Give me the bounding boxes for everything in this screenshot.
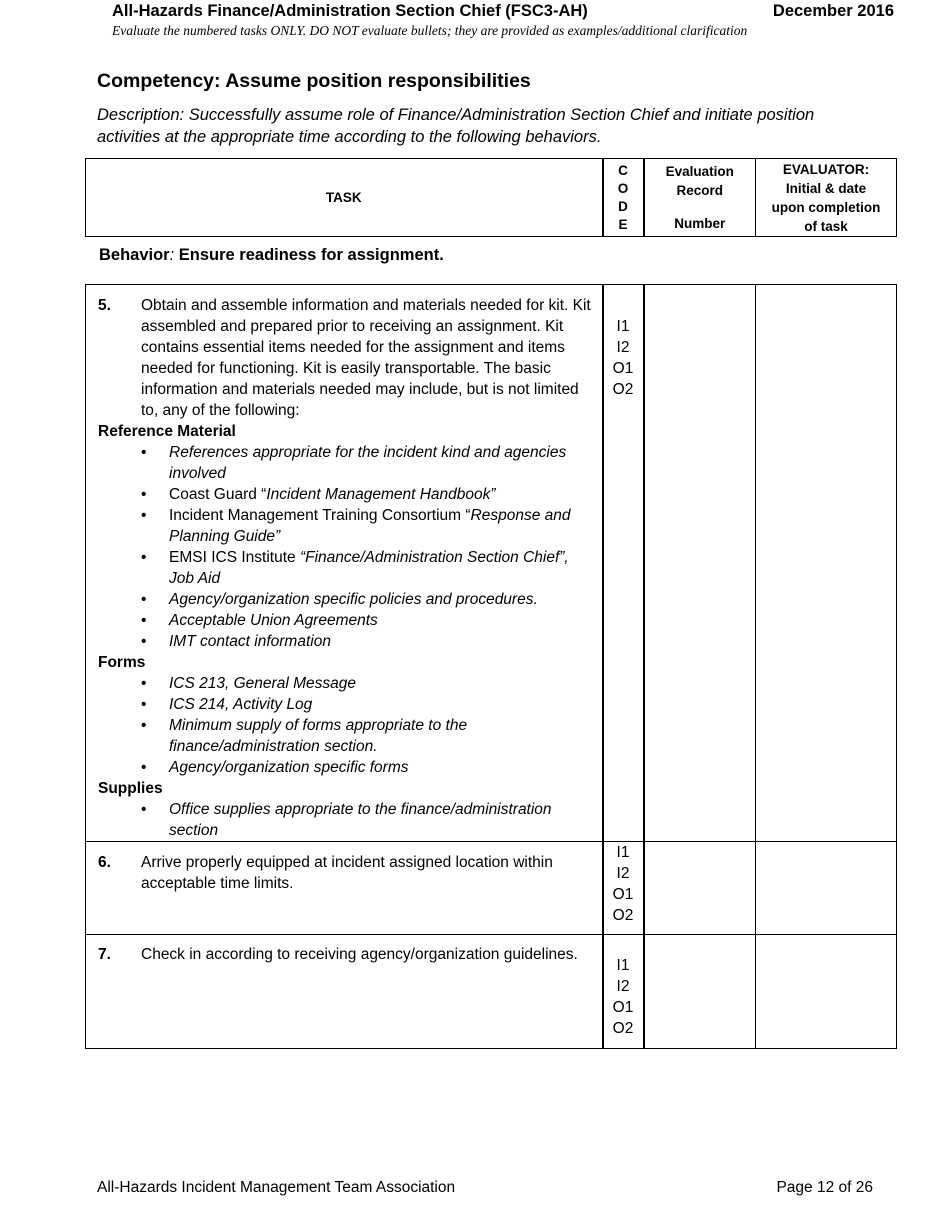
code-value: O2: [612, 907, 634, 924]
code-value: O2: [612, 1020, 634, 1037]
task-number: 6.: [98, 854, 111, 871]
reference-material-list: [98, 442, 602, 652]
code-value: I1: [616, 844, 630, 861]
evaluation-record-column-header: [644, 159, 756, 237]
supplies-list: [98, 799, 602, 841]
code-cell: [603, 285, 644, 842]
evaluator-line: EVALUATOR:: [782, 161, 870, 177]
task-number: 7.: [98, 946, 111, 963]
list-item: • Acceptable Union Agreements: [169, 610, 602, 631]
code-value: I2: [616, 865, 630, 882]
list-item: • References appropriate for the incident kind and agencies involved: [169, 442, 602, 484]
task-text: Arrive properly equipped at incident assigned location within acceptable time limits.: [141, 854, 553, 892]
evaluation-record-cell[interactable]: [644, 935, 756, 1049]
task-cell: [86, 842, 603, 935]
code-value: O2: [612, 381, 634, 398]
evaluator-initial-cell[interactable]: [756, 842, 897, 935]
evaluator-line: upon completion: [771, 199, 881, 215]
code-value: I1: [616, 318, 630, 335]
task-table: [85, 284, 897, 1049]
table-row: [86, 285, 897, 842]
code-cell: [603, 935, 644, 1049]
list-item: • EMSI ICS Institute “Finance/Administration Section Chief”, Job Aid: [169, 547, 602, 589]
evaluation-instruction-note: Evaluate the numbered tasks ONLY. DO NOT evaluate bullets; they are provided as examples/additional clarification: [112, 23, 748, 38]
competency-description: Description: Successfully assume role of Finance/Administration Section Chief and initiate position activities at the appropriate time according to the following behaviors.: [97, 106, 815, 146]
code-value: I2: [616, 978, 630, 995]
evaluation-record-cell[interactable]: [644, 285, 756, 842]
table-row: [86, 842, 897, 935]
behavior-heading: [99, 246, 444, 265]
document-header-date: December 2016: [772, 2, 894, 20]
list-item: • Office supplies appropriate to the finance/administration section: [169, 799, 602, 841]
task-text: Obtain and assemble information and materials needed for kit. Kit assembled and prepared prior to receiving an assignment. Kit contains essential items needed for the assignment and items needed for functioning. Kit is easily transportable. The basic information and materials needed may include, but is not limited to, any of the following:: [141, 297, 591, 419]
list-item: • Agency/organization specific policies and procedures.: [169, 589, 602, 610]
evaluation-record-cell[interactable]: [644, 842, 756, 935]
evaluator-column-header: [756, 159, 897, 237]
footer-organization: All-Hazards Incident Management Team Association: [97, 1179, 456, 1196]
evaluator-line: of task: [804, 218, 848, 234]
document-header-title: All-Hazards Finance/Administration Section Chief (FSC3-AH): [112, 2, 588, 20]
list-item: • Coast Guard “Incident Management Handbook”: [169, 484, 602, 505]
eval-record-line: Evaluation: [665, 164, 734, 179]
code-value: O1: [612, 999, 634, 1016]
list-item: • ICS 214, Activity Log: [169, 694, 602, 715]
supplies-heading: Supplies: [98, 780, 163, 797]
list-item: • Minimum supply of forms appropriate to the finance/administration section.: [169, 715, 602, 757]
eval-record-line: Record: [676, 183, 723, 198]
code-value: I1: [616, 957, 630, 974]
forms-heading: Forms: [98, 654, 146, 671]
task-text: Check in according to receiving agency/organization guidelines.: [141, 946, 578, 963]
forms-list: [98, 673, 602, 778]
code-value: O1: [612, 886, 634, 903]
code-value: O1: [612, 360, 634, 377]
table-row: [86, 935, 897, 1049]
list-item: • Incident Management Training Consortium “Response and Planning Guide”: [169, 505, 602, 547]
reference-material-heading: Reference Material: [98, 423, 236, 440]
evaluator-line: Initial & date: [785, 180, 867, 196]
competency-heading: Competency: Assume position responsibilities: [97, 70, 531, 92]
evaluator-initial-cell[interactable]: [756, 935, 897, 1049]
code-letter: O: [617, 180, 629, 196]
code-letter: D: [618, 198, 628, 214]
task-table-header: [85, 158, 897, 237]
behavior-text: Ensure readiness for assignment.: [174, 246, 444, 264]
list-item: • ICS 213, General Message: [169, 673, 602, 694]
code-letter: E: [618, 216, 628, 232]
task-cell: [86, 285, 603, 842]
behavior-colon: :: [169, 246, 175, 264]
evaluator-initial-cell[interactable]: [756, 285, 897, 842]
code-letter: C: [618, 162, 628, 178]
footer-page-number: Page 12 of 26: [776, 1179, 873, 1196]
code-cell: [603, 842, 644, 935]
task-column-header: TASK: [86, 159, 603, 237]
list-item: • Agency/organization specific forms: [169, 757, 602, 778]
task-cell: [86, 935, 603, 1049]
behavior-label: Behavior: [99, 246, 170, 264]
eval-record-line: Number: [674, 216, 726, 231]
list-item: • IMT contact information: [169, 631, 602, 652]
code-column-header: [603, 159, 644, 237]
code-value: I2: [616, 339, 630, 356]
task-number: 5.: [98, 297, 111, 314]
